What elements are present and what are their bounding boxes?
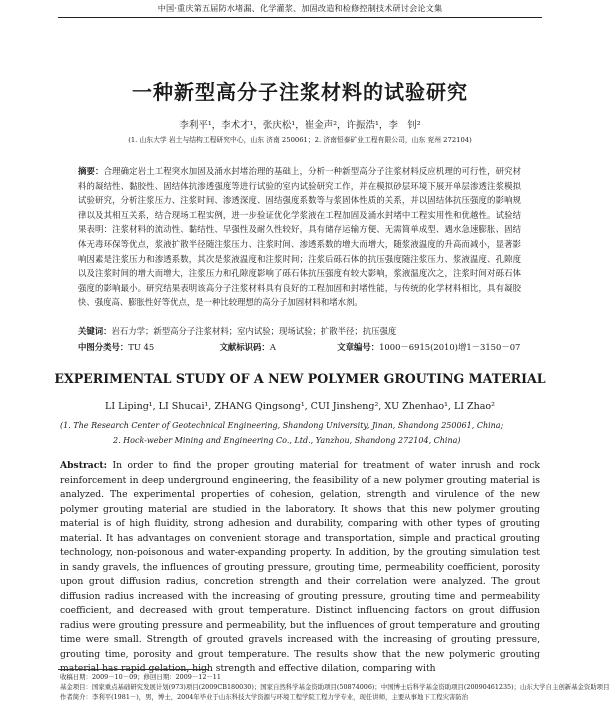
chinese-keywords (78, 325, 530, 337)
english-affiliation-line-1: (1. The Research Center of Geotechnical Engineering, Shandong University, Jinan, Shandong 250061, China; (60, 421, 504, 430)
footnote-received: 收稿日期：2009－10－09；修回日期：2009－12－11 (60, 673, 221, 681)
english-abstract (60, 459, 540, 677)
footnote-fund: 基金项目：国家重点基础研究发展计划(973)项目(2009CB180030)；国家自然科学基金资助项目(50874006)；中国博士后科学基金资助项目(20090461235)；山东大学自主创新基金资助项目 (60, 683, 609, 691)
english-authors: LI Liping¹, LI Shucai¹, ZHANG Qingsong¹, CUI Jinsheng², XU Zhenhao¹, LI Zhao² (105, 401, 495, 412)
running-head: 中国·重庆第五届防水堵漏、化学灌浆、加固改造和检修控制技术研讨会论文集 (157, 3, 443, 13)
chinese-abstract (78, 164, 521, 310)
english-affiliation (60, 418, 540, 448)
english-abstract-text: In order to find the proper grouting material for treatment of water inrush and rock reinforcement in deep underground engineering, the feasibility of a new polymer grouting material is analyzed. The experimental properties of cohesion, gelation, strength and virulence of the new polymer grouting material are studied in the laboratory. It shows that this new polymer grouting material is of high fluidity, strong adhesion and durability, comparing with other types of grouting material. It has advantages on convenient storage and transportation, simple and practical grouting technology, non-poisonous and water-expanding property. In addition, by the grouting simulation test in sandy gravels, the influences of grouting pressure, grouting time, permeability coefficient, porosity upon grout diffusion radius, concretion strength and their correlation were analyzed. The grout diffusion radius increased with the increasing of grouting pressure, grouting time and permeability coefficient, and decreased with grout temperature. Distinct influencing factors on grout diffusion radius were grouting pressure and permeability, but the influences of grout temperature and grouting time were small. Strength of grouted gravels increased with the increasing of grouting pressure, grouting time, porosity and grout temperature. The results show that the new polymeric grouting material has rapid gelation, high strength and effective dilation, comparing with (60, 460, 540, 674)
english-abstract-label: Abstract: (60, 460, 107, 471)
keywords-text: 岩石力学；新型高分子注浆材料；室内试验；现场试验；扩散半径；抗压强度 (111, 326, 397, 336)
article-number-value: 1000－6915(2010)增1－3150－07 (379, 342, 521, 352)
class-number-value: TU 45 (128, 342, 155, 352)
keywords-label: 关键词： (78, 326, 112, 336)
chinese-title: 一种新型高分子注浆材料的试验研究 (132, 80, 468, 104)
footnote-author: 作者简介：李利平(1981－)，男，博士，2004年毕业于山东科技大学资源与环境工程学院工程力学专业，现任讲师，主要从事地下工程灾害防治 (60, 693, 469, 701)
chinese-authors: 李利平¹，李术才¹，张庆松¹，崔金声²，许振浩¹，李 钊² (179, 120, 421, 131)
chinese-abstract-label: 摘要： (78, 166, 104, 176)
doc-code-value: A (269, 342, 276, 352)
footnotes (60, 672, 609, 702)
article-number-label: 文章编号： (337, 342, 380, 352)
footnote-rule (58, 669, 208, 670)
doc-code-label: 文献标识码： (219, 342, 270, 352)
english-affiliation-line-2: 2. Hock-weber Mining and Engineering Co., Ltd., Yanzhou, Shandong 272104, China) (113, 436, 461, 445)
class-number-label: 中图分类号： (78, 342, 129, 352)
classification-line (78, 341, 530, 353)
chinese-affiliation: (1. 山东大学 岩土与结构工程研究中心，山东 济南 250061；2. 济南恒泰矿业工程有限公司，山东 兖州 272104) (128, 136, 472, 144)
english-title: EXPERIMENTAL STUDY OF A NEW POLYMER GROUTING MATERIAL (54, 371, 546, 386)
header-rule (58, 17, 542, 18)
chinese-abstract-text: 合理确定岩土工程突水加固及涌水封堵治理的基础上，分析一种新型高分子注浆材料反应机理的可行性，研究材料的凝结性、黏胶性、固结体抗渗透强度等进行试验的室内试验研究工作，并在模拟砂层环境下展开单层渗透注浆模拟试验研究，分析注浆压力、注浆时间、渗透深度、固结强度系数等与浆固体性质的关系，并以固结体抗压强度的影响规律以及其相互关系，结合现场工程实例，进一步验证优化学浆液在工程加固及涌水封堵中工程实用性和优越性。试验结果表明：注浆材料的流动性、黏结性、早强性及耐久性较好，具有储存运输方便、无需简单成型、遇水急速膨胀、固结体无毒环保等优点，浆液扩散半径随注浆压力、注浆时间、渗透系数的增大而增大，随浆液温度的升高而减小，显著影响因素是注浆压力和渗透系数，其次是浆液温度和注浆时间；注浆后砾石体的抗压强度随注浆压力、浆液温度、孔隙度以及注浆时间的增大而增大，注浆压力和孔隙度影响了砾石体抗压强度有较大影响，浆液温度次之，注浆时间对砾石体强度的影响最小。研究结果表明该高分子注浆材料具有良好的工程加固和封堵性能，与传统的化学材料相比，具有凝胶快、强度高、膨胀性好等优点，是一种比较理想的高分子加固材料和堵水剂。 (78, 166, 522, 308)
